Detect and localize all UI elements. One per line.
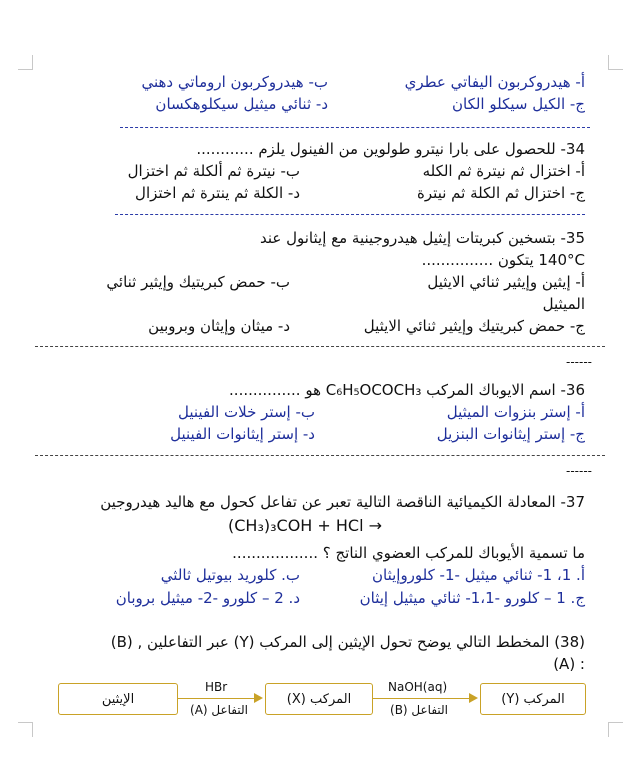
q37-option-a: أ. 1، 1- ثنائي ميثيل -1- كلوروإيثان bbox=[371, 566, 585, 584]
q34-option-d: د- الكلة ثم ينترة ثم اختزال bbox=[135, 184, 300, 202]
crop-mark-bottom-right bbox=[608, 722, 623, 737]
q35-option-a: أ- إيثين وإيثير ثنائي الايثيل bbox=[427, 273, 585, 291]
separator-dashes: ------ bbox=[566, 464, 592, 478]
separator bbox=[115, 214, 585, 215]
q33-option-b: ب- هيدروكربون اروماتي دهني bbox=[141, 73, 328, 91]
q38-stem: (38) المخطط التالي يوضح تحول الإيثين إلى المركب (Y) عبر التفاعلين , (B) bbox=[110, 633, 585, 651]
flow-arrow-a bbox=[177, 698, 261, 699]
q35-option-b: ب- حمض كبريتيك وإيثير ثنائي bbox=[106, 273, 290, 291]
q35-option-b-continued: الميثيل bbox=[542, 295, 585, 313]
crop-mark-top-left bbox=[18, 55, 33, 70]
q36-option-c: ج- إستر إيثانوات البنزيل bbox=[436, 425, 585, 443]
flow-box-compound-y: المركب (Y) bbox=[480, 683, 586, 715]
q36-option-b: ب- إستر خلات الفينيل bbox=[178, 403, 315, 421]
q36-option-a: أ- إستر بنزوات الميثيل bbox=[446, 403, 585, 421]
q36-option-d: د- إستر إيثانوات الفينيل bbox=[170, 425, 315, 443]
flow-box-ethene: الإيثين bbox=[58, 683, 178, 715]
q38-stem-continued: : (A) bbox=[553, 655, 585, 673]
q37-stem: 37- المعادلة الكيميائية الناقصة التالية تعبر عن تفاعل كحول مع هاليد هيدروجين bbox=[100, 493, 585, 511]
separator bbox=[35, 346, 605, 347]
q34-option-b: ب- نيترة ثم ألكلة ثم اختزال bbox=[127, 162, 300, 180]
reaction-b-label: التفاعل (B) bbox=[390, 703, 449, 717]
separator bbox=[120, 127, 590, 128]
q37-option-c: ج. 1 – كلورو -1،1- ثنائي ميثيل إيثان bbox=[359, 589, 585, 607]
q36-stem: 36- اسم الايوباك المركب C₆H₅OCOCH₃ هو ............... bbox=[229, 381, 585, 399]
q35-option-c: ج- حمض كبريتيك وإيثير ثنائي الايثيل bbox=[363, 317, 585, 335]
q33-option-a: أ- هيدروكربون اليفاتي عطري bbox=[404, 73, 585, 91]
reagent-naoh: NaOH(aq) bbox=[388, 680, 448, 694]
q35-temperature-line: 140°C يتكون ............... bbox=[421, 251, 585, 269]
q35-stem: 35- بتسخين كبريتات إيثيل هيدروجينية مع إيثانول عند bbox=[259, 229, 585, 247]
flow-arrow-b bbox=[372, 698, 476, 699]
reagent-hbr: HBr bbox=[205, 680, 228, 694]
q34-option-c: ج- اختزال ثم الكلة ثم نيترة bbox=[417, 184, 585, 202]
separator bbox=[35, 455, 605, 456]
q37-option-d: د. 2 – كلورو -2- ميثيل بروبان bbox=[115, 589, 300, 607]
q33-option-d: د- ثنائي ميثيل سيكلوهكسان bbox=[155, 95, 328, 113]
q34-stem: 34- للحصول على بارا نيترو طولوين من الفينول يلزم ............ bbox=[196, 140, 585, 158]
reaction-a-label: التفاعل (A) bbox=[190, 703, 248, 717]
q34-option-a: أ- اختزال ثم نيترة ثم الكله bbox=[422, 162, 585, 180]
q37-equation: (CH₃)₃COH + HCl → bbox=[228, 516, 383, 535]
q37-question: ما تسمية الأيوباك للمركب العضوي الناتج ؟ .................. bbox=[232, 544, 585, 562]
crop-mark-bottom-left bbox=[18, 722, 33, 737]
flow-box-compound-x: المركب (X) bbox=[265, 683, 373, 715]
q35-option-d: د- ميثان وإيثان وبروبين bbox=[148, 317, 290, 335]
q37-option-b: ب. كلوريد بيوتيل ثالثي bbox=[160, 566, 300, 584]
separator-dashes: ------ bbox=[566, 355, 592, 369]
q33-option-c: ج- الكيل سيكلو الكان bbox=[451, 95, 585, 113]
crop-mark-top-right bbox=[608, 55, 623, 70]
